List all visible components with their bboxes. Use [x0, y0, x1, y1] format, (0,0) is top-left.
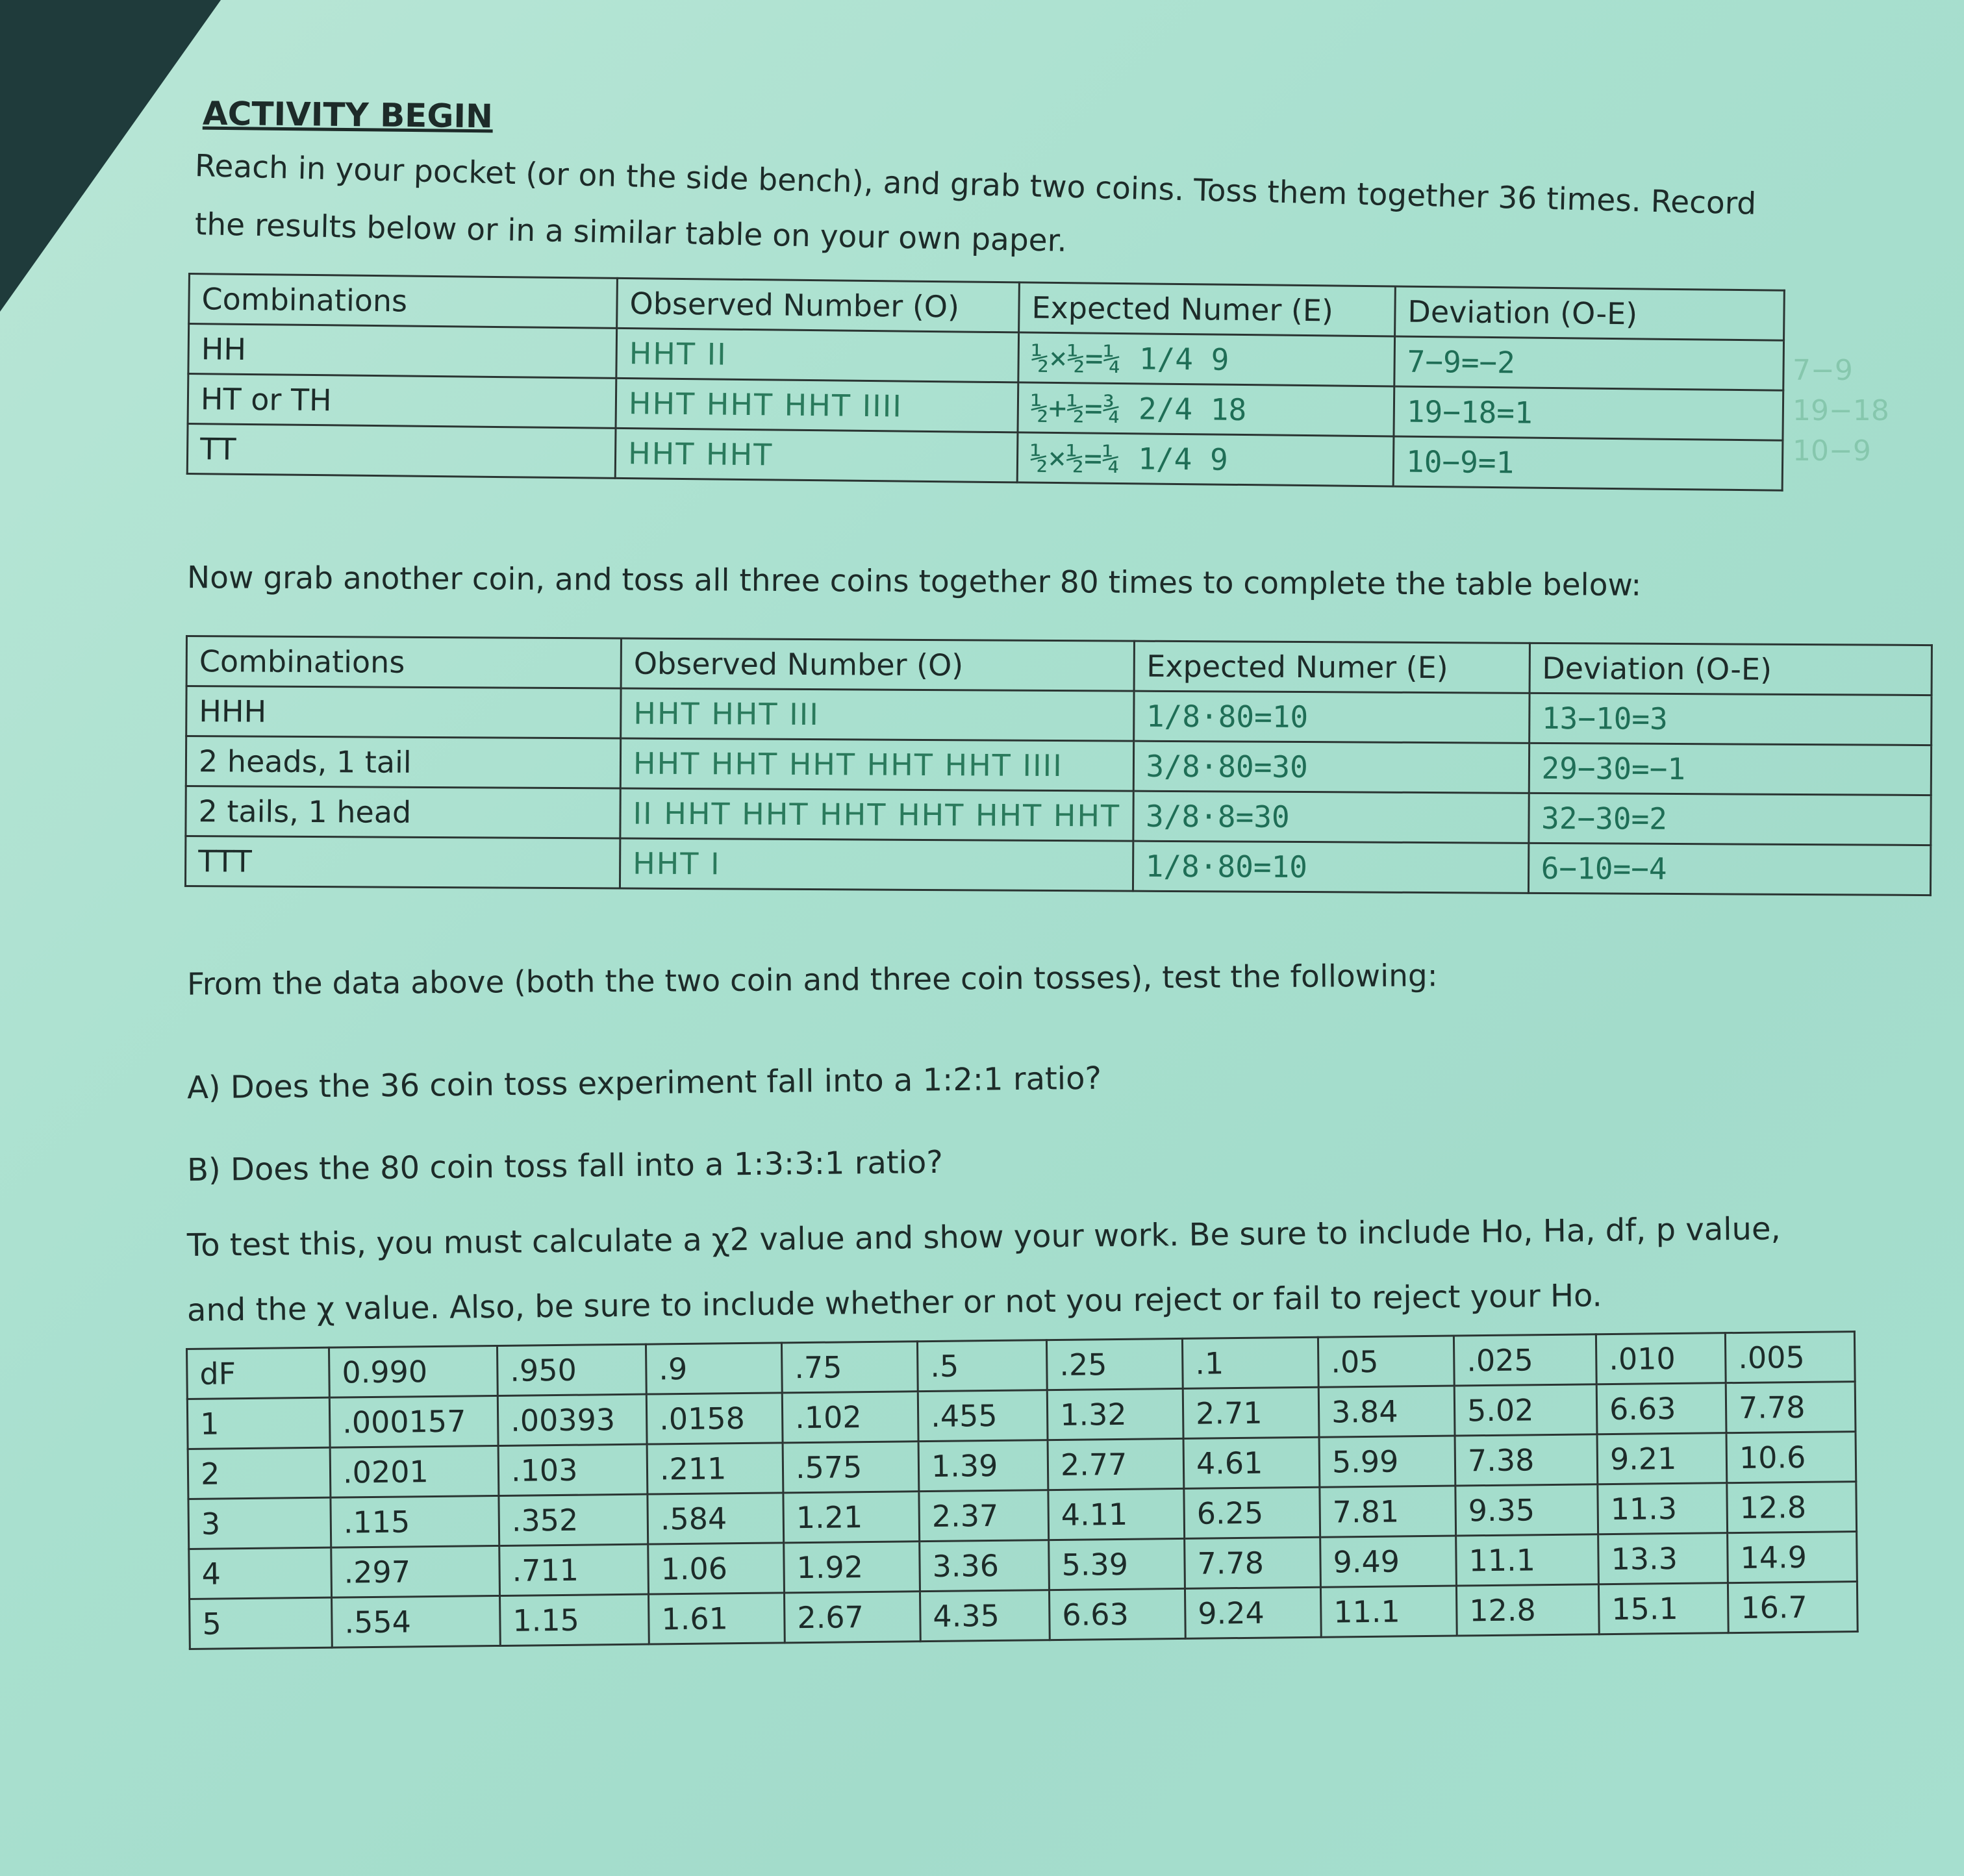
chi-value-cell: 2.71 [1183, 1387, 1319, 1438]
chi-value-cell: 12.8 [1727, 1482, 1857, 1533]
chi-value-cell: .102 [782, 1392, 918, 1443]
header-observed: Observed Number (O) [617, 278, 1020, 332]
chi-value-cell: 11.3 [1598, 1483, 1728, 1534]
combo-cell: 2 heads, 1 tail [186, 736, 620, 789]
observed-tally: HHT HHT [615, 428, 1018, 482]
df-cell: 3 [188, 1497, 331, 1549]
question-a: A) Does the 36 coin toss experiment fall into a 1:2:1 ratio? [186, 1060, 1102, 1107]
df-cell: 5 [190, 1597, 333, 1649]
combo-cell: TTT [185, 836, 620, 889]
deviation-cell: 32−30=2 [1528, 793, 1930, 845]
chi-value-cell: 5.02 [1454, 1384, 1597, 1436]
expected-cell: 1/8·80=10 [1133, 841, 1528, 893]
chi-value-cell: 12.8 [1456, 1584, 1599, 1636]
chi-value-cell: 3.36 [920, 1540, 1050, 1592]
chi-value-cell: .575 [783, 1442, 919, 1493]
two-coin-table [186, 273, 1785, 492]
header-combinations: Combinations [189, 274, 618, 329]
observed-tally: HHT HHT HHT IIII [616, 378, 1018, 432]
questions-intro: From the data above (both the two coin and three coin tosses), test the following: [186, 958, 1438, 1003]
chi-value-cell: 2.37 [919, 1490, 1049, 1542]
chi-value-cell: 1.06 [648, 1543, 785, 1594]
observed-tally: HHT HHT III [621, 688, 1134, 741]
combo-cell: HHH [186, 686, 621, 739]
combo-cell: TT [187, 424, 616, 479]
table-row [186, 736, 1931, 795]
expected-cell: ½×½=¼ 1/4 9 [1018, 332, 1395, 386]
chi-value-cell: 9.35 [1455, 1484, 1598, 1536]
combo-cell: HT or TH [188, 374, 616, 429]
three-coin-table [184, 635, 1933, 896]
chi-value-cell: 13.3 [1598, 1533, 1728, 1584]
chi-value-cell: .211 [647, 1443, 783, 1494]
margin-note: 7−9 [1793, 354, 1853, 387]
chi-value-cell: 10.6 [1726, 1432, 1856, 1483]
header-p-value: .1 [1182, 1337, 1318, 1388]
chi-value-cell: 9.24 [1185, 1587, 1321, 1638]
observed-tally: II HHT HHT HHT HHT HHT HHT [620, 788, 1133, 841]
margin-note: 19−18 [1793, 394, 1889, 427]
chi-value-cell: .103 [498, 1444, 648, 1495]
header-deviation: Deviation (O-E) [1530, 643, 1932, 695]
chi-value-cell: 7.81 [1320, 1486, 1456, 1537]
observed-tally: HHT II [616, 328, 1019, 382]
chi-value-cell: 16.7 [1728, 1582, 1857, 1633]
header-p-value: .005 [1725, 1332, 1855, 1383]
df-cell: 4 [189, 1547, 332, 1599]
chi-value-cell: 3.84 [1318, 1386, 1455, 1437]
chi-value-cell: 7.78 [1726, 1382, 1856, 1433]
chi-value-cell: .455 [918, 1390, 1048, 1442]
intro-line-1: Reach in your pocket (or on the side bench), and grab two coins. Toss them together 36 times. Record [194, 148, 1757, 222]
chi-value-cell: 7.38 [1455, 1434, 1598, 1486]
deviation-cell: 13−10=3 [1529, 693, 1931, 745]
chi-value-cell: .711 [499, 1544, 649, 1595]
header-p-value: 0.990 [329, 1345, 498, 1397]
chi-value-cell: .00393 [497, 1394, 647, 1445]
chi-value-cell: 6.63 [1596, 1383, 1726, 1434]
chi-value-cell: 9.49 [1320, 1536, 1457, 1587]
deviation-cell: 6−10=−4 [1528, 843, 1930, 895]
instructions-line-2: and the χ value. Also, be sure to include whether or not you reject or fail to reject your Ho. [186, 1277, 1603, 1329]
chi-value-cell: .352 [499, 1494, 648, 1545]
chi-value-cell: 4.11 [1048, 1488, 1185, 1540]
chi-value-cell: 4.35 [920, 1590, 1050, 1642]
table-row [185, 836, 1930, 895]
question-b: B) Does the 80 coin toss fall into a 1:3:3:1 ratio? [186, 1144, 944, 1189]
chi-value-cell: 14.9 [1728, 1532, 1857, 1583]
header-p-value: .010 [1596, 1333, 1726, 1384]
header-combinations: Combinations [186, 636, 621, 689]
deviation-cell: 19−18=1 [1394, 386, 1783, 440]
deviation-cell: 29−30=−1 [1529, 743, 1931, 795]
chi-value-cell: 1.21 [783, 1492, 920, 1543]
margin-note: 10−9 [1793, 434, 1871, 468]
chi-value-cell: 11.1 [1456, 1534, 1599, 1586]
chi-value-cell: 11.1 [1320, 1586, 1457, 1637]
chi-value-cell: 1.15 [500, 1594, 649, 1645]
table-row [186, 686, 1932, 745]
header-observed: Observed Number (O) [621, 638, 1134, 691]
chi-value-cell: 1.61 [649, 1593, 785, 1644]
chi-value-cell: 6.25 [1184, 1487, 1320, 1538]
chi-square-table [186, 1331, 1859, 1650]
chi-value-cell: .115 [331, 1495, 499, 1547]
chi-value-cell: 1.39 [918, 1440, 1048, 1492]
chi-value-cell: 1.32 [1047, 1388, 1183, 1440]
header-deviation: Deviation (O-E) [1395, 286, 1785, 340]
chi-value-cell: 2.67 [784, 1592, 920, 1643]
df-cell: 2 [188, 1447, 331, 1499]
margin-notes [1793, 351, 1889, 471]
chi-value-cell: .0158 [646, 1393, 783, 1444]
three-coin-instruction: Now grab another coin, and toss all three coins together 80 times to complete the table below: [186, 560, 1642, 603]
chi-value-cell: 5.99 [1319, 1436, 1455, 1487]
header-p-value: .05 [1318, 1336, 1454, 1387]
header-p-value: .950 [497, 1344, 646, 1395]
df-cell: 1 [187, 1397, 330, 1449]
chi-value-cell: .554 [332, 1595, 501, 1647]
chi-value-cell: 1.92 [784, 1542, 920, 1593]
chi-value-cell: .000157 [329, 1395, 498, 1447]
header-p-value: .025 [1454, 1334, 1596, 1386]
expected-cell: ½+½=¾ 2/4 18 [1018, 382, 1394, 436]
chi-value-cell: .0201 [330, 1445, 499, 1497]
deviation-cell: 7−9=−2 [1394, 336, 1784, 390]
combo-cell: 2 tails, 1 head [186, 786, 620, 839]
table-row [186, 786, 1931, 845]
chi-value-cell: 7.78 [1185, 1537, 1321, 1588]
deviation-cell: 10−9=1 [1393, 436, 1783, 490]
chi-value-cell: 2.77 [1048, 1438, 1184, 1490]
expected-cell: ½×½=¼ 1/4 9 [1017, 432, 1394, 486]
chi-value-cell: 9.21 [1597, 1433, 1727, 1484]
chi-value-cell: .584 [648, 1493, 784, 1544]
expected-cell: 3/8·80=30 [1133, 741, 1529, 793]
chi-value-cell: 5.39 [1049, 1538, 1185, 1590]
observed-tally: HHT I [620, 838, 1133, 891]
expected-cell: 3/8·8=30 [1133, 791, 1528, 843]
observed-tally: HHT HHT HHT HHT HHT IIII [620, 738, 1133, 791]
combo-cell: HH [188, 324, 617, 379]
header-expected: Expected Numer (E) [1134, 641, 1530, 693]
instructions-line-1: To test this, you must calculate a χ2 value and show your work. Be sure to include Ho, Ha, df, p value, [186, 1210, 1781, 1264]
header-p-value: .75 [781, 1342, 918, 1393]
chi-value-cell: .297 [331, 1545, 500, 1597]
header-p-value: .9 [646, 1343, 782, 1394]
header-p-value: .5 [917, 1340, 1047, 1392]
chi-value-cell: 4.61 [1183, 1437, 1320, 1488]
header-expected: Expected Numer (E) [1019, 282, 1396, 336]
header-df: dF [187, 1347, 330, 1399]
table-header-row [186, 636, 1932, 695]
header-p-value: .25 [1046, 1338, 1183, 1390]
expected-cell: 1/8·80=10 [1133, 691, 1529, 743]
chi-value-cell: 15.1 [1598, 1583, 1728, 1634]
activity-heading: ACTIVITY BEGIN [202, 94, 494, 136]
chi-value-cell: 6.63 [1049, 1588, 1185, 1640]
intro-line-2: the results below or in a similar table on your own paper. [194, 206, 1068, 259]
